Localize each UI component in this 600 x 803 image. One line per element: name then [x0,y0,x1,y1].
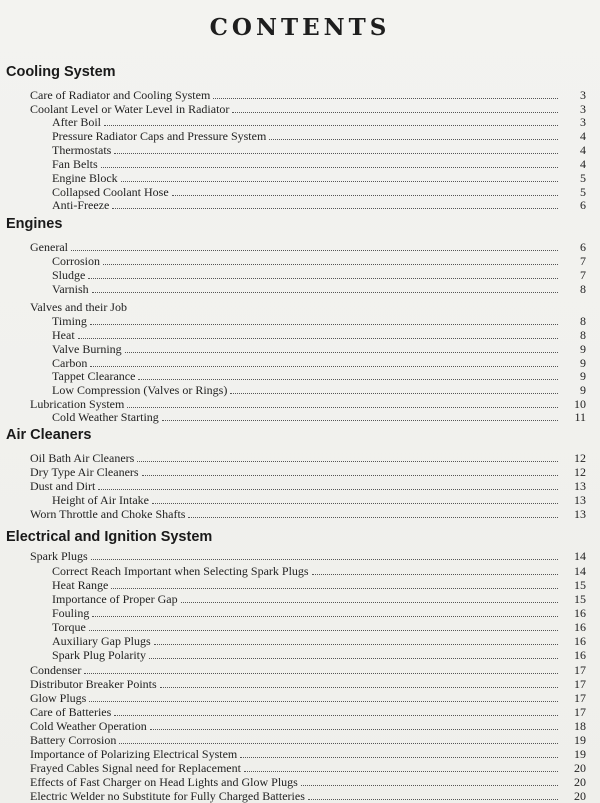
dot-leader [152,503,558,504]
page-number: 14 [574,563,586,578]
toc-entry [0,747,600,761]
dot-leader [92,292,558,293]
dot-leader [91,559,558,560]
dot-leader [244,771,558,772]
entry-label: Care of Radiator and Cooling System [30,88,211,102]
dot-leader [89,701,558,702]
dot-leader [232,112,558,113]
entry-label: Heat [52,328,75,342]
page-number: 9 [580,342,586,356]
toc-entry [0,171,600,185]
page-number: 17 [574,704,586,719]
dot-leader [92,616,558,617]
page-number: 20 [574,788,586,803]
dot-leader [71,250,558,251]
toc-entry [0,634,600,648]
entry-label: Thermostats [52,143,112,157]
page-number: 19 [574,732,586,747]
page-number: 4 [580,157,586,171]
entry-label: Oil Bath Air Cleaners [30,451,135,465]
entry-label: Carbon [52,355,88,370]
page-number: 7 [580,254,586,268]
page-number: 7 [580,267,586,282]
toc-entry [0,410,600,424]
entry-label: Battery Corrosion [30,732,117,747]
dot-leader [112,208,558,209]
toc-entry [0,328,600,342]
page-number: 15 [574,591,586,606]
toc-entry [0,383,600,397]
page-number: 3 [580,88,586,102]
toc-entry [0,592,600,606]
entry-label: Valves and their Job [30,300,127,314]
dot-leader [78,338,558,339]
page-number: 12 [574,451,586,465]
entry-label: Glow Plugs [30,690,87,705]
page-number: 17 [574,662,586,677]
entry-label: General [30,240,68,254]
dot-leader [101,167,558,168]
section-header: Engines [6,216,63,232]
page-number: 3 [580,101,586,116]
toc-entry [0,115,600,129]
dot-leader [104,125,558,126]
toc-entry [0,342,600,356]
entry-label: Height of Air Intake [52,493,149,507]
toc-entry [0,143,600,157]
page-number: 8 [580,314,586,328]
dot-leader [84,673,558,674]
page-number: 12 [574,465,586,479]
toc-entry [0,268,600,282]
dot-leader [230,393,558,394]
page-number: 6 [580,240,586,254]
entry-label: Cold Weather Operation [30,718,147,733]
page-number: 9 [580,355,586,370]
toc-entry [0,789,600,803]
page-number: 8 [580,281,586,296]
dot-leader [301,785,558,786]
dot-leader [121,181,558,182]
entry-label: Care of Batteries [30,704,112,719]
page-number: 9 [580,369,586,383]
dot-leader [114,153,558,154]
toc-entry [0,282,600,296]
entry-label: Auxiliary Gap Plugs [52,634,151,648]
page-title: CONTENTS [209,14,391,41]
toc-entry [0,198,600,212]
entry-label: Valve Burning [52,342,122,356]
dot-leader [142,475,558,476]
dot-leader [213,98,558,99]
entry-label: Collapsed Coolant Hose [52,184,169,199]
page-number: 14 [574,549,586,563]
entry-label: Heat Range [52,577,109,592]
entry-label: Timing [52,314,87,328]
page-number: 16 [574,619,586,634]
toc-entry [0,102,600,116]
toc-entry [0,507,600,521]
dot-leader [308,799,558,800]
dot-leader [89,630,558,631]
entry-label: Correct Reach Important when Selecting Spark Plugs [52,563,309,578]
dot-leader [88,278,558,279]
toc-entry [0,314,600,328]
dot-leader [111,588,558,589]
entry-label: Cold Weather Starting [52,410,159,424]
toc-entry [0,620,600,634]
dot-leader [240,757,558,758]
toc-entry [0,451,600,465]
dot-leader [181,602,558,603]
dot-leader [127,407,558,408]
section-header: Air Cleaners [6,427,92,443]
entry-label: Effects of Fast Charger on Head Lights and Glow Plugs [30,774,298,789]
page-number: 13 [574,479,586,493]
toc-entry [0,719,600,733]
entry-label: Sludge [52,267,86,282]
page-number: 6 [580,198,586,212]
dot-leader [119,743,558,744]
dot-leader [150,729,558,730]
page-number: 20 [574,760,586,775]
dot-leader [125,352,558,353]
entry-label: Spark Plug Polarity [52,648,147,662]
page-number: 16 [574,605,586,620]
dot-leader [312,574,558,575]
entry-label: Pressure Radiator Caps and Pressure System [52,129,267,143]
dot-leader [98,489,558,490]
entry-label: Coolant Level or Water Level in Radiator [30,101,230,116]
page-number: 20 [574,774,586,789]
toc-entry [0,493,600,507]
dot-leader [162,420,558,421]
entry-label: Engine Block [52,171,118,185]
entry-label: Worn Throttle and Choke Shafts [30,507,186,521]
toc-entry [0,564,600,578]
entry-label: Spark Plugs [30,549,88,563]
entry-label: Low Compression (Valves or Rings) [52,383,228,397]
entry-label: Frayed Cables Signal need for Replacement [30,760,241,775]
page-number: 4 [580,129,586,143]
toc-entry [0,369,600,383]
toc-entry [0,185,600,199]
page-number: 3 [580,115,586,129]
page-number: 8 [580,328,586,342]
toc-entry [0,129,600,143]
entry-label: Dust and Dirt [30,479,96,493]
page-number: 18 [574,718,586,733]
toc-entry [0,254,600,268]
entry-label: Fan Belts [52,157,98,171]
toc-entry [0,775,600,789]
entry-label: Fouling [52,605,90,620]
dot-leader [103,264,558,265]
dot-leader [90,324,558,325]
toc-entry [0,157,600,171]
entry-label: Dry Type Air Cleaners [30,465,139,479]
page-number: 16 [574,648,586,662]
toc-entry [0,356,600,370]
entry-label: Distributor Breaker Points [30,676,157,691]
entry-label: Condenser [30,662,82,677]
page-number: 19 [574,746,586,761]
toc-entry [0,88,600,102]
toc-entry [0,648,600,662]
page-number: 17 [574,690,586,705]
toc-entry [0,240,600,254]
entry-label: Corrosion [52,254,100,268]
dot-leader [154,644,558,645]
dot-leader [269,139,558,140]
entry-label: Anti-Freeze [52,198,110,212]
dot-leader [114,715,558,716]
section-header: Cooling System [6,64,116,80]
page-number: 16 [574,634,586,648]
dot-leader [137,461,558,462]
toc-entry [0,479,600,493]
toc-entry [0,606,600,620]
dot-leader [188,517,558,518]
toc-entry [0,705,600,719]
dot-leader [149,658,558,659]
entry-label: Tappet Clearance [52,369,136,383]
toc-entry [0,578,600,592]
entry-label: Torque [52,619,86,634]
toc-entry [0,761,600,775]
toc-entry [0,733,600,747]
page-number: 9 [580,383,586,397]
page-number: 10 [574,396,586,411]
toc-entry [0,691,600,705]
entry-label: Lubrication System [30,396,125,411]
toc-entry [0,397,600,411]
entry-label: Importance of Proper Gap [52,591,178,606]
page-number: 5 [580,184,586,199]
entry-label: Varnish [52,281,89,296]
dot-leader [160,687,558,688]
page-number: 13 [574,507,586,521]
dot-leader [138,379,558,380]
entry-label: After Boil [52,115,101,129]
section-header: Electrical and Ignition System [6,529,213,545]
toc-entry [0,549,600,563]
page-number: 11 [574,410,586,424]
dot-leader [90,366,558,367]
toc-entry [0,465,600,479]
page-number: 17 [574,676,586,691]
toc-entry [0,663,600,677]
dot-leader [172,195,558,196]
toc-entry [0,677,600,691]
page-number: 5 [580,171,586,185]
entry-label: Electric Welder no Substitute for Fully Charged Batteries [30,788,305,803]
page-number: 13 [574,493,586,507]
page-number: 4 [580,143,586,157]
entry-label: Importance of Polarizing Electrical System [30,746,238,761]
toc-entry [0,300,600,314]
page-number: 15 [574,577,586,592]
